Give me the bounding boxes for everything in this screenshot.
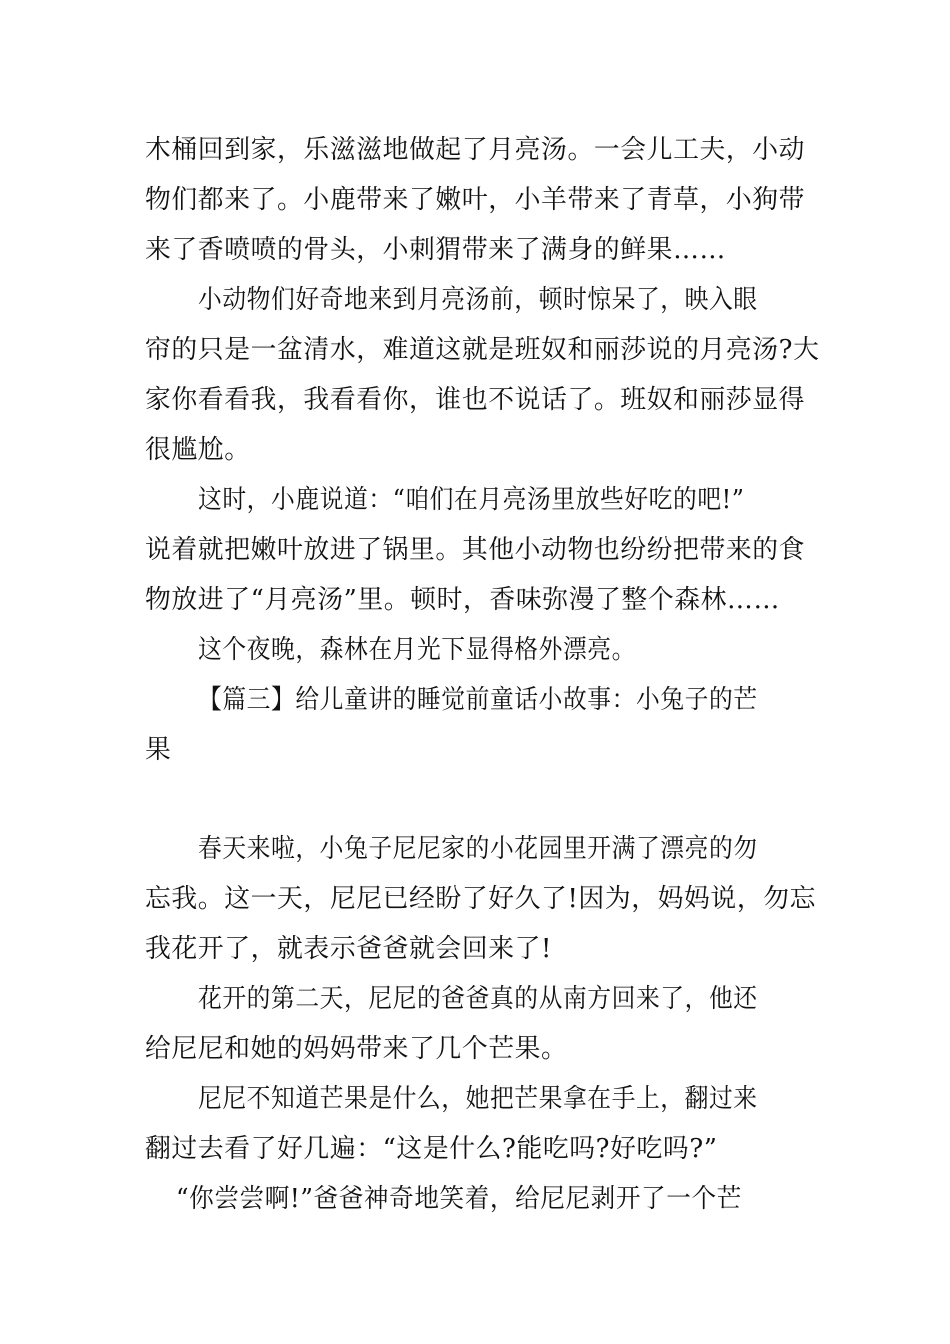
text-line: 翻过去看了好几遍：“这是什么?能吃吗?好吃吗?” [145, 1134, 718, 1164]
text-line: 家你看看我，我看看你，谁也不说话了。班奴和丽莎显得 [145, 385, 806, 415]
section-heading-continuation: 果 [145, 735, 172, 765]
text-line: 木桶回到家，乐滋滋地做起了月亮汤。一会儿工夫，小动 [145, 135, 806, 165]
paragraph-start-line: 这时，小鹿说道：“咱们在月亮汤里放些好吃的吧!” [198, 485, 745, 515]
paragraph-start-line: 春天来啦，小兔子尼尼家的小花园里开满了漂亮的勿 [198, 834, 758, 864]
text-line: 我花开了，就表示爸爸就会回来了! [145, 934, 553, 964]
text-line: 物放进了“月亮汤”里。顿时，香味弥漫了整个森林…… [145, 585, 780, 615]
text-line: 帘的只是一盆清水，难道这就是班奴和丽莎说的月亮汤?大 [145, 335, 820, 365]
text-line: 来了香喷喷的骨头，小刺猬带来了满身的鲜果…… [145, 235, 726, 265]
section-heading: 【篇三】给儿童讲的睡觉前童话小故事：小兔子的芒 [198, 685, 758, 715]
text-line: 物们都来了。小鹿带来了嫩叶，小羊带来了青草，小狗带 [145, 185, 806, 215]
text-line: 说着就把嫩叶放进了锅里。其他小动物也纷纷把带来的食 [145, 535, 806, 565]
paragraph-start-line: 这个夜晚，森林在月光下显得格外漂亮。 [198, 635, 636, 665]
paragraph-start-line: 花开的第二天，尼尼的爸爸真的从南方回来了，他还 [198, 984, 758, 1014]
text-line: 很尴尬。 [145, 435, 251, 465]
paragraph-start-line: 尼尼不知道芒果是什么，她把芒果拿在手上，翻过来 [198, 1084, 758, 1114]
paragraph-start-line: “你尝尝啊!”爸爸神奇地笑着，给尼尼剥开了一个芒 [176, 1184, 742, 1214]
paragraph-start-line: 小动物们好奇地来到月亮汤前，顿时惊呆了，映入眼 [198, 285, 758, 315]
text-line: 忘我。这一天，尼尼已经盼了好久了!因为，妈妈说，勿忘 [145, 884, 817, 914]
text-line: 给尼尼和她的妈妈带来了几个芒果。 [145, 1034, 568, 1064]
